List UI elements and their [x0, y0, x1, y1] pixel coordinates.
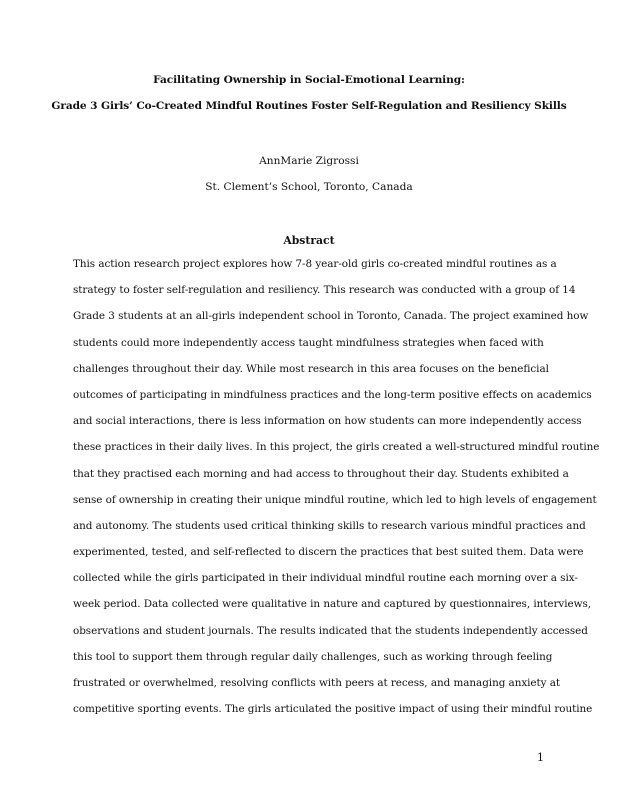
abstract-line: frustrated or overwhelmed, resolving conflicts with peers at recess, and managing anxiety at [73, 677, 560, 689]
abstract-line: challenges throughout their day. While most research in this area focuses on the beneficial [73, 362, 549, 375]
abstract-line: week period. Data collected were qualitative in nature and captured by questionnaires, interviews, [73, 598, 591, 611]
abstract-line: sense of ownership in creating their unique mindful routine, which led to high levels of engagement [73, 493, 597, 506]
abstract-heading: Abstract [283, 234, 335, 247]
abstract-line: this tool to support them through regular daily challenges, such as working through feeling [73, 650, 553, 663]
abstract-line: and autonomy. The students used critical thinking skills to research various mindful practices and [73, 519, 586, 532]
abstract-line: experimented, tested, and self-reflected to discern the practices that best suited them. Data were [73, 546, 584, 559]
abstract-line: these practices in their daily lives. In this project, the girls created a well-structured mindful routine [73, 441, 600, 454]
abstract-line: collected while the girls participated in their individual mindful routine each morning over a six- [73, 572, 578, 585]
paper-title-line-2: Grade 3 Girls’ Co-Created Mindful Routines Foster Self-Regulation and Resiliency Skills [51, 100, 567, 112]
abstract-line: This action research project explores how 7-8 year-old girls co-created mindful routines as a [73, 258, 557, 270]
abstract-line: that they practised each morning and had access to throughout their day. Students exhibited a [73, 467, 569, 480]
paper-title-line-1: Facilitating Ownership in Social-Emotional Learning: [153, 74, 465, 86]
abstract-line: Grade 3 students at an all-girls independent school in Toronto, Canada. The project examined how [73, 310, 589, 323]
author-name: AnnMarie Zigrossi [259, 155, 359, 167]
abstract-line: strategy to foster self-regulation and resiliency. This research was conducted with a group of 14 [73, 284, 576, 297]
abstract-line: outcomes of participating in mindfulness practices and the long-term positive effects on academics [73, 388, 592, 401]
abstract-line: and social interactions, there is less information on how students can more independently access [73, 415, 582, 428]
abstract-line: observations and student journals. The results indicated that the students independently accessed [73, 624, 588, 637]
author-affiliation: St. Clement’s School, Toronto, Canada [205, 181, 413, 193]
abstract-line: students could more independently access taught mindfulness strategies when faced with [73, 336, 544, 349]
abstract-body [73, 258, 600, 729]
abstract-line: competitive sporting events. The girls articulated the positive impact of using their mindful routine [73, 703, 593, 716]
page-number: 1 [537, 751, 544, 764]
